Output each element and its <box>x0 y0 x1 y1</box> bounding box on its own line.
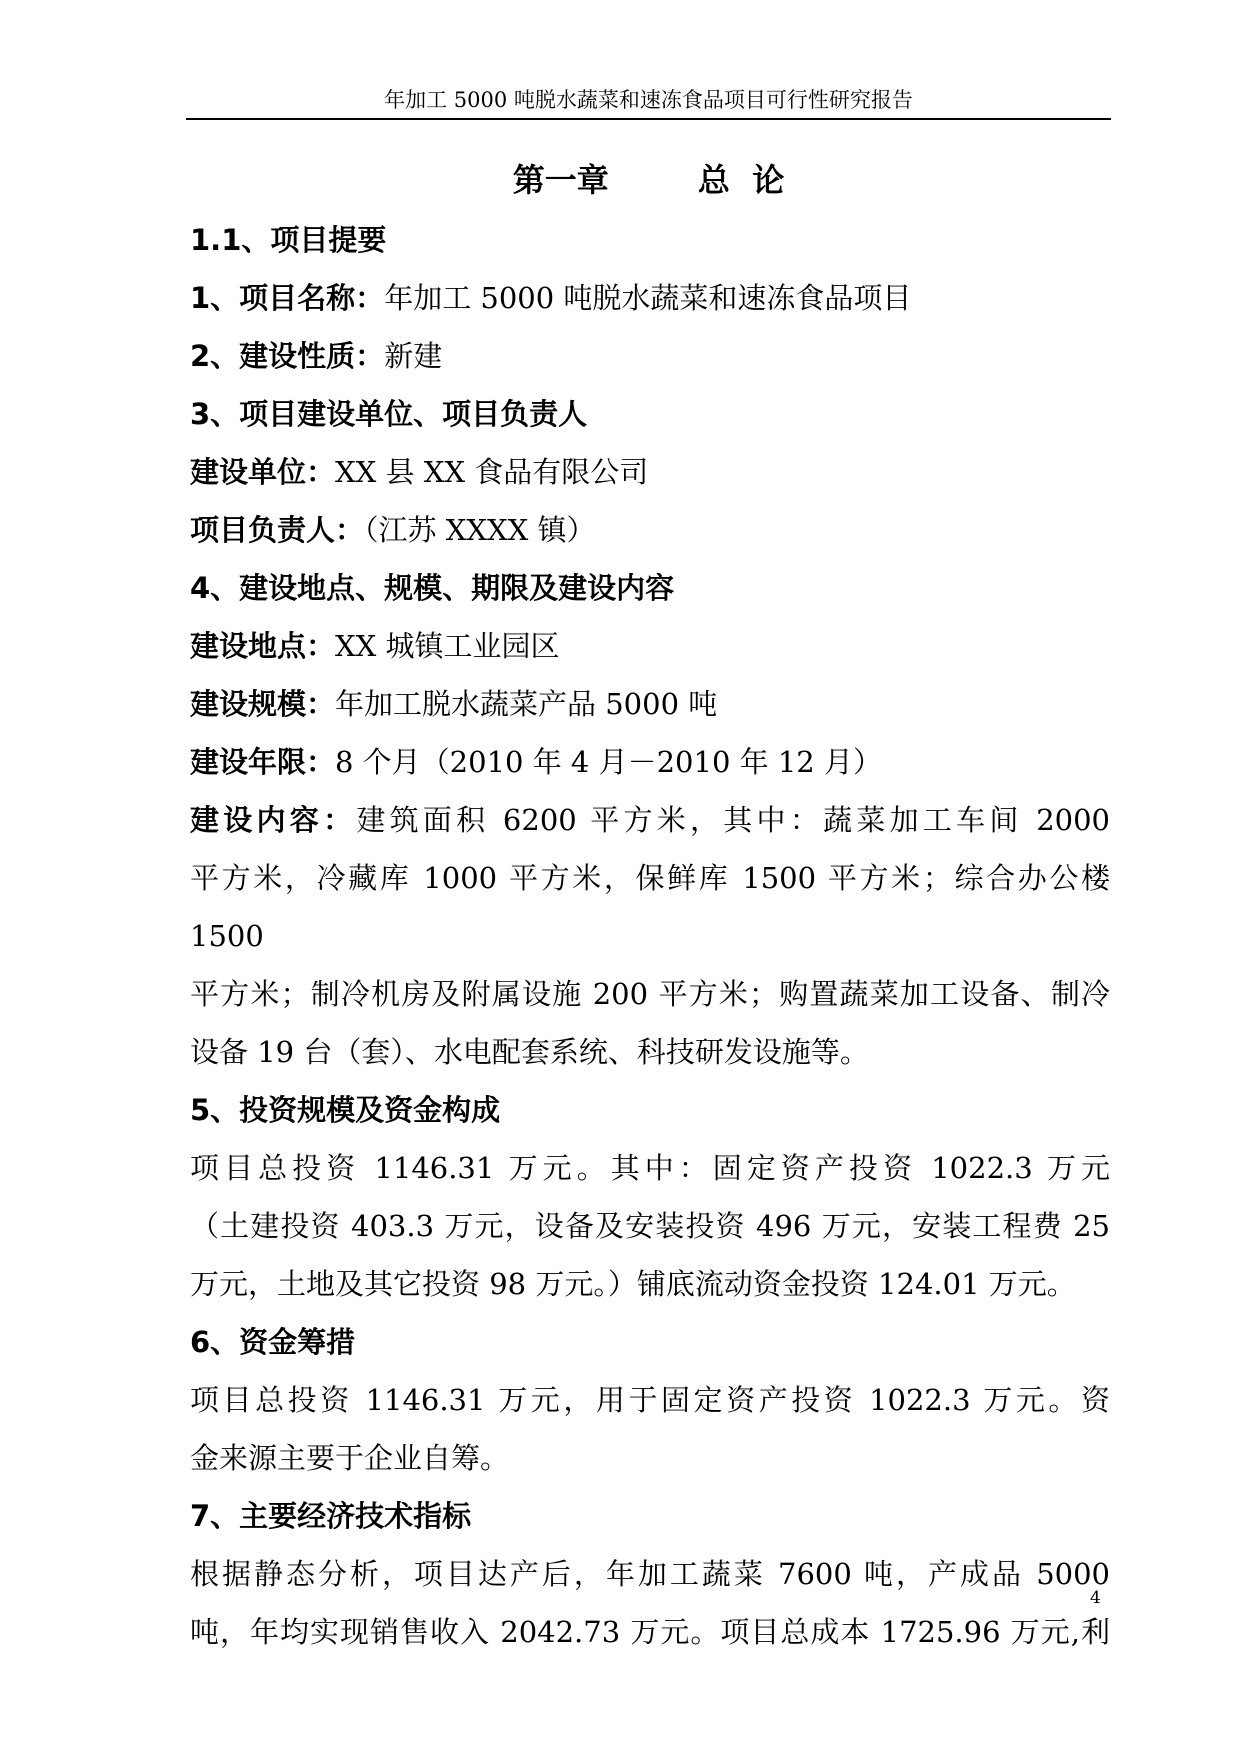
item-project-name <box>190 269 1110 327</box>
item-location-heading: 4、建设地点、规模、期限及建设内容 <box>190 571 675 605</box>
item-indicators-heading: 7、主要经济技术指标 <box>190 1499 472 1533</box>
running-header: 年加工 5000 吨脱水蔬菜和速冻食品项目可行性研究报告 <box>384 88 913 112</box>
item-label: 1、项目名称： <box>190 281 385 315</box>
item-label: 建设年限： <box>190 745 336 779</box>
body-line: 项目总投资 1146.31 万元，用于固定资产投资 1022.3 万元。资 <box>190 1383 1110 1417</box>
item-value: XX 县 XX 食品有限公司 <box>335 455 649 489</box>
body-line: 金来源主要于企业自筹。 <box>190 1441 510 1475</box>
item-label: 建设单位： <box>190 455 336 489</box>
item-investment-heading: 5、投资规模及资金构成 <box>190 1093 501 1127</box>
body-line: 吨，年均实现销售收入 2042.73 万元。项目总成本 1725.96 万元,利 <box>190 1615 1110 1649</box>
item-value: 年加工脱水蔬菜产品 5000 吨 <box>335 687 718 721</box>
item-value: 建筑面积 6200 平方米，其中：蔬菜加工车间 2000 <box>356 803 1110 837</box>
body-line: 平方米，冷藏库 1000 平方米，保鲜库 1500 平方米；综合办公楼 1500 <box>190 861 1110 953</box>
item-value: 年加工 5000 吨脱水蔬菜和速冻食品项目 <box>384 281 912 315</box>
body-line: 项目总投资 1146.31 万元。其中：固定资产投资 1022.3 万元 <box>190 1151 1110 1185</box>
item-label: 建设内容： <box>190 803 357 837</box>
body-line: 万元，土地及其它投资 98 万元。）铺底流动资金投资 124.01 万元。 <box>190 1267 1076 1301</box>
chapter-title: 第一章 总 论 <box>512 161 785 199</box>
item-unit-heading: 3、项目建设单位、项目负责人 <box>190 397 588 431</box>
page-number: 4 <box>1090 1588 1101 1608</box>
section-heading: 1.1、项目提要 <box>190 223 387 257</box>
body-line: 设备 19 台（套）、水电配套系统、科技研发设施等。 <box>190 1035 869 1069</box>
item-construction-nature <box>190 327 1110 385</box>
item-value: 新建 <box>384 339 443 373</box>
item-value: XX 城镇工业园区 <box>335 629 560 663</box>
item-scale <box>190 675 1110 733</box>
item-label: 建设规模： <box>190 687 336 721</box>
item-funding-heading: 6、资金筹措 <box>190 1325 356 1359</box>
item-period <box>190 733 1110 791</box>
item-value: （江苏 XXXX 镇） <box>364 513 596 547</box>
item-content-line <box>190 791 1110 849</box>
body-line: 根据静态分析，项目达产后，年加工蔬菜 7600 吨，产成品 5000 <box>190 1557 1110 1591</box>
header-rule <box>186 118 1111 120</box>
document-body <box>190 211 1110 1661</box>
item-value: 8 个月（2010 年 4 月－2010 年 12 月） <box>335 745 882 779</box>
item-label: 项目负责人： <box>190 513 365 547</box>
body-line: （土建投资 403.3 万元，设备及安装投资 496 万元，安装工程费 25 <box>190 1209 1110 1243</box>
item-project-leader <box>190 501 1110 559</box>
item-label: 2、建设性质： <box>190 339 385 373</box>
body-line: 平方米；制冷机房及附属设施 200 平方米；购置蔬菜加工设备、制冷 <box>190 977 1110 1011</box>
item-site <box>190 617 1110 675</box>
item-label: 建设地点： <box>190 629 336 663</box>
item-construction-unit <box>190 443 1110 501</box>
